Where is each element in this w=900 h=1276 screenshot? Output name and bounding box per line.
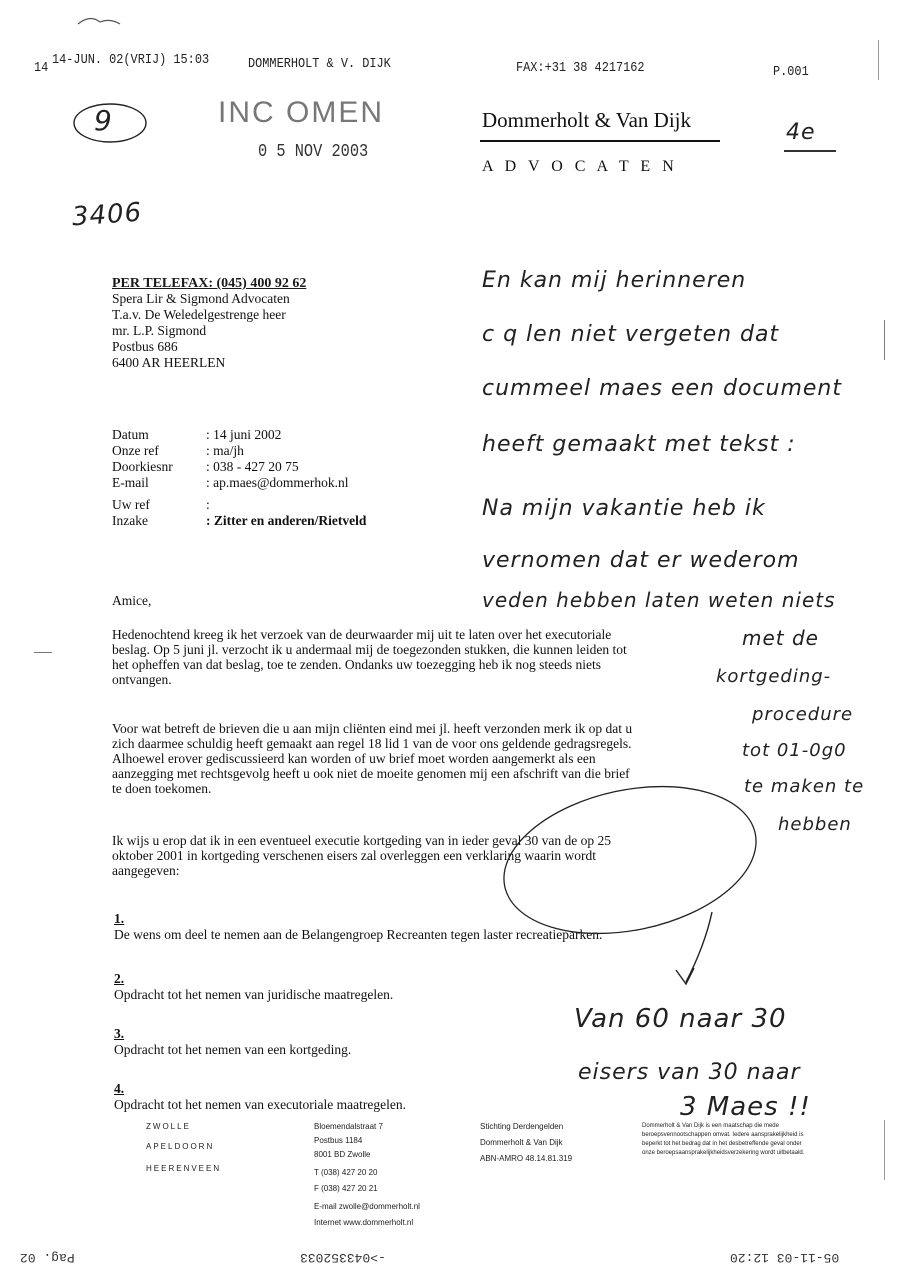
- edge-artifact: [878, 40, 879, 80]
- paragraph-line: Ik wijs u erop dat ik in een eventueel executie kortgeding van in ieder geval 30 van de op 25: [112, 833, 611, 848]
- recipient-line: mr. L.P. Sigmond: [112, 323, 207, 338]
- item-text: Opdracht tot het nemen van juridische maatregelen.: [114, 987, 394, 1002]
- fax-number: FAX:+31 38 4217162: [516, 60, 645, 76]
- office-name: APELDOORN: [146, 1142, 215, 1151]
- handwritten-note-line: Na mijn vakantie heb ik: [482, 496, 766, 521]
- handwritten-note-line: procedure: [752, 704, 854, 725]
- handwritten-note-line: tot 01-0g0: [742, 740, 847, 761]
- paragraph-line: aangegeven:: [112, 863, 180, 878]
- footer-disclaimer: Dommerholt & Van Dijk is een maatschap die mede beroepsvennootschappen omvat. Iedere aansprakelijkheid is beperkt tot het bedrag dat in het desbetreffende geval onder onze beroepsaansprakelijkheidsverzekering wordt uitbetaald.: [642, 1123, 805, 1156]
- paragraph-line: zich daarmee schuldig heeft gemaakt aan regel 18 lid 1 van de voor ons geldende gedragsregels.: [112, 736, 632, 751]
- corner-note-underline: [784, 150, 836, 152]
- item-number: 1.: [114, 911, 125, 926]
- office-name: HEERENVEEN: [146, 1164, 222, 1173]
- recipient-line: 6400 AR HEERLEN: [112, 355, 226, 370]
- detail-label: Doorkiesnr: [112, 459, 173, 474]
- strip-page: Pag. 02: [20, 1250, 75, 1265]
- fax-via: PER TELEFAX: (045) 400 92 62: [112, 276, 307, 291]
- letterhead-rule: [480, 140, 720, 142]
- footer-address-line: Bloemendalstraat 7: [314, 1122, 383, 1131]
- detail-label: Onze ref: [112, 443, 159, 458]
- handwritten-note-line: veden hebben laten weten niets: [482, 588, 836, 612]
- foundation-line: Stichting Derdengelden: [480, 1122, 564, 1131]
- recipient-line: Spera Lir & Sigmond Advocaten: [112, 291, 290, 306]
- item-text: De wens om deel te nemen aan de Belangengroep Recreanten tegen laster recreatieparken.: [114, 927, 603, 942]
- paragraph-line: aanzegging met rechtsgevolg heeft u ook niet de moeite genomen mij een afschrift van die brief: [112, 766, 630, 781]
- item-number: 3.: [114, 1026, 125, 1041]
- detail-label: Uw ref: [112, 497, 150, 512]
- handwritten-reference: 3406: [71, 197, 144, 233]
- handwritten-note-line: Van 60 naar 30: [574, 1004, 787, 1034]
- detail-value: :: [206, 497, 210, 512]
- footer-address-line: F (038) 427 20 21: [314, 1184, 378, 1193]
- handwritten-note-line: cummeel maes een document: [482, 376, 842, 401]
- footer-address-line: 8001 BD Zwolle: [314, 1150, 371, 1159]
- fax-sender: DOMMERHOLT & V. DIJK: [248, 56, 391, 72]
- foundation-line: ABN-AMRO 48.14.81.319: [480, 1154, 573, 1163]
- handwritten-note-line: 3 Maes !!: [680, 1092, 811, 1122]
- foundation-line: Dommerholt & Van Dijk: [480, 1138, 563, 1147]
- paragraph-line: ontvangen.: [112, 672, 172, 687]
- handwritten-note-line: kortgeding-: [716, 666, 832, 687]
- corner-note: 4e: [786, 120, 816, 145]
- paragraph-line: het opheffen van dat beslag, toe te zenden. Ondanks uw toezegging heb ik nog steeds niets: [112, 657, 601, 672]
- detail-value: : ma/jh: [206, 443, 244, 458]
- firm-subtitle: A D V O C A T E N: [482, 158, 678, 175]
- paragraph-line: te doen toekomen.: [112, 781, 212, 796]
- footer-address-line: Postbus 1184: [314, 1136, 363, 1145]
- recipient-line: Postbus 686: [112, 339, 178, 354]
- circled-number: 9: [94, 104, 113, 137]
- handwritten-note-line: met de: [742, 626, 819, 650]
- received-stamp-label: INC OMEN: [218, 96, 384, 129]
- paragraph-line: oktober 2001 in kortgeding verschenen eisers zal overleggen een verklaring waarin wordt: [112, 848, 596, 863]
- handwritten-note-line: vernomen dat er wederom: [482, 548, 800, 573]
- handwritten-note-line: te maken te: [744, 776, 865, 797]
- fax-page-number: P.001: [773, 64, 809, 80]
- handwritten-note-line: heeft gemaakt met tekst :: [482, 432, 796, 457]
- edge-artifact: [34, 652, 52, 653]
- detail-label: E-mail: [112, 475, 149, 490]
- paragraph-line: Alhoewel erover gediscussieerd kan worden of uw brief moet worden aangemerkt als een: [112, 751, 596, 766]
- detail-label: Datum: [112, 427, 149, 442]
- footer-address-line: T (038) 427 20 20: [314, 1168, 378, 1177]
- paragraph-line: Hedenochtend kreeg ik het verzoek van de deurwaarder mij uit te laten over het executoriale: [112, 627, 612, 642]
- scribble-mark: [74, 10, 124, 30]
- fax-page-prefix: 14: [34, 60, 49, 76]
- annotation-circle-arrow: [490, 760, 770, 1000]
- office-name: ZWOLLE: [146, 1122, 191, 1131]
- handwritten-note-line: En kan mij herinneren: [482, 268, 747, 293]
- edge-artifact: [884, 1120, 885, 1180]
- salutation: Amice,: [112, 593, 152, 608]
- footer-address-line: Internet www.dommerholt.nl: [314, 1218, 414, 1227]
- handwritten-note-line: c q len niet vergeten dat: [482, 322, 780, 347]
- item-text: Opdracht tot het nemen van een kortgeding.: [114, 1042, 352, 1057]
- detail-value: : 038 - 427 20 75: [206, 459, 299, 474]
- item-number: 4.: [114, 1081, 125, 1096]
- firm-name: Dommerholt & Van Dijk: [482, 108, 692, 132]
- detail-value: : 14 juni 2002: [206, 427, 282, 442]
- recipient-line: T.a.v. De Weledelgestrenge heer: [112, 307, 286, 322]
- strip-number: ->043352033: [300, 1250, 386, 1265]
- item-number: 2.: [114, 971, 125, 986]
- edge-artifact: [884, 320, 885, 360]
- received-stamp-date: 0 5 NOV 2003: [258, 142, 369, 162]
- paragraph-line: Voor wat betreft de brieven die u aan mijn cliënten eind mei jl. heeft verzonden merk ik op dat u: [112, 721, 633, 736]
- paragraph-line: beslag. Op 5 juni jl. verzocht ik u andermaal mij de toegezonden stukken, die kunnen leiden tot: [112, 642, 627, 657]
- item-text: Opdracht tot het nemen van executoriale maatregelen.: [114, 1097, 406, 1112]
- handwritten-note-line: hebben: [778, 814, 852, 835]
- detail-label: Inzake: [112, 513, 148, 528]
- footer-address-line: E-mail zwolle@dommerholt.nl: [314, 1202, 420, 1211]
- strip-datetime: 05-11-03 12:20: [730, 1250, 840, 1265]
- handwritten-note-line: eisers van 30 naar: [578, 1060, 801, 1085]
- detail-value: : Zitter en anderen/Rietveld: [206, 513, 367, 528]
- detail-value: : ap.maes@dommerhok.nl: [206, 475, 349, 490]
- fax-datetime: 14-JUN. 02(VRIJ) 15:03: [52, 52, 210, 68]
